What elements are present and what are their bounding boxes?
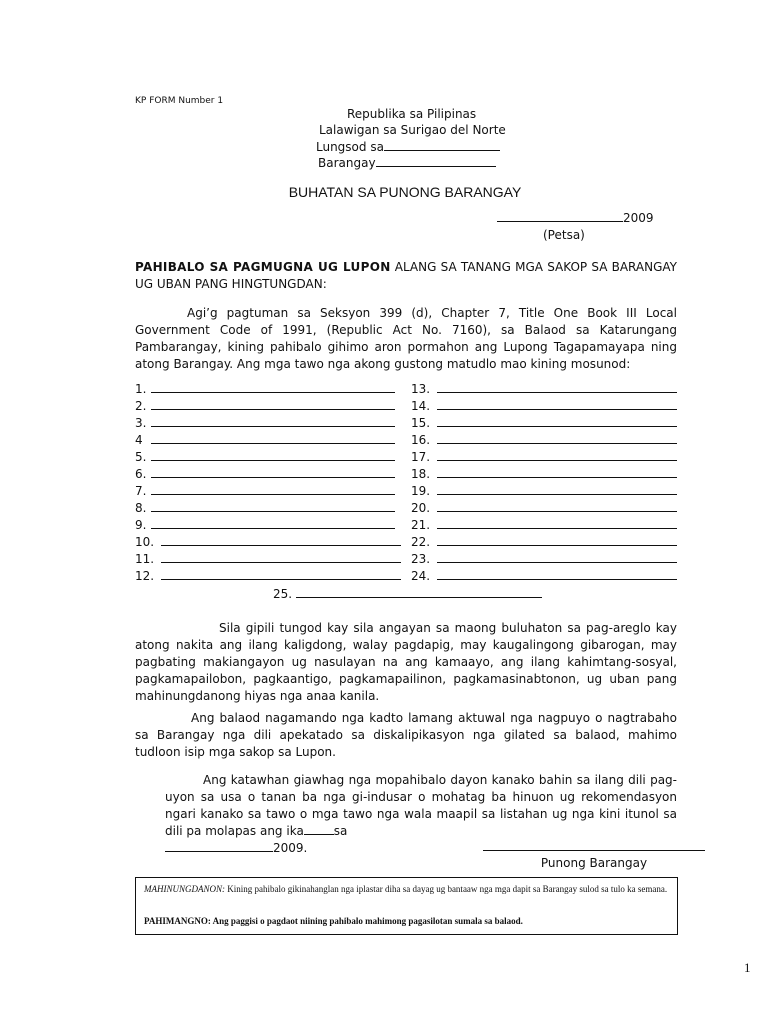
nominee-line[interactable] [437, 567, 677, 580]
nominee-line[interactable] [151, 465, 395, 478]
nominee-line[interactable] [437, 482, 677, 495]
nominee-row [135, 567, 401, 584]
nominee-row [411, 567, 677, 584]
nominee-line[interactable] [151, 516, 395, 529]
nominee-number: 11. [135, 552, 155, 566]
nominee-line[interactable] [151, 448, 395, 461]
nominee-row [411, 482, 677, 499]
nominee-number: 3. [135, 416, 147, 430]
intro-rest: ALANG SA TANANG MGA SAKOP SA BARANGAY UG UBAN PANG HINGTUNGDAN: [135, 260, 677, 291]
nominee-line[interactable] [437, 448, 677, 461]
paragraph-4-end: . [303, 841, 308, 855]
nominee-number: 7. [135, 484, 147, 498]
header-republic: Republika sa Pilipinas [347, 107, 477, 121]
paragraph-4-sa: sa [333, 824, 348, 838]
nominee-line[interactable] [151, 380, 395, 393]
nominee-line[interactable] [437, 431, 677, 444]
nominee-number: 23. [411, 552, 431, 566]
date-label: (Petsa) [543, 228, 585, 242]
header-city [316, 139, 500, 154]
city-blank[interactable] [384, 139, 500, 151]
nominee-number: 2. [135, 399, 147, 413]
nominee-number: 9. [135, 518, 147, 532]
page-number: 1 [744, 960, 751, 975]
nominee-number: 19. [411, 484, 431, 498]
nominee-row [411, 499, 677, 516]
signature-label: Punong Barangay [540, 856, 648, 870]
signature-line[interactable] [483, 850, 705, 851]
notice-warning-text: Ang paggisi o pagdaot niining pahibalo mahimong pagasilotan sumala sa balaod. [210, 916, 523, 926]
nominee-row [135, 465, 395, 482]
nominee-line[interactable] [151, 499, 395, 512]
notice-important-text: Kining pahibalo gikinahanglan nga iplastar diha sa dayag ug bantaaw nga mga dapit sa Barangay sulod sa tulo ka semana. [225, 884, 668, 894]
nominee-line[interactable] [437, 397, 677, 410]
nominee-row [135, 482, 395, 499]
nominee-row [135, 414, 395, 431]
header-province: Lalawigan sa Surigao del Norte [319, 123, 506, 137]
nominee-row-25 [273, 585, 542, 602]
nominee-row [411, 414, 677, 431]
nominee-row [135, 550, 401, 567]
nominee-line[interactable] [437, 499, 677, 512]
nominee-line[interactable] [437, 533, 677, 546]
nominee-number: 17. [411, 450, 431, 464]
nominee-number: 10. [135, 535, 155, 549]
nominee-line[interactable] [437, 414, 677, 427]
nominee-row [411, 380, 677, 397]
nominee-number: 13. [411, 382, 431, 396]
nominee-line[interactable] [151, 431, 395, 444]
nominee-row [135, 380, 395, 397]
nominee-row [411, 465, 677, 482]
nominee-row [411, 516, 677, 533]
intro-bold: PAHIBALO SA PAGMUGNA UG LUPON [135, 260, 391, 274]
notice-important [144, 883, 668, 896]
nominee-row [411, 397, 677, 414]
month-blank[interactable] [165, 840, 273, 852]
nominee-number: 18. [411, 467, 431, 481]
nominee-row [135, 499, 395, 516]
nominee-number: 1. [135, 382, 147, 396]
paragraph-4-main: Ang katawhan giawhag nga mopahibalo dayon kanako bahin sa ilang dili pag-uyon sa usa o tanan ba nga gi-indusar o mohatag ba hinuon ug rekomendasyon ngari kanako sa tawo o mga tawo nga wala maapil sa listahan ug nga kini itunol sa dili pa molapas ang ika [165, 773, 677, 838]
nominee-number: 15. [411, 416, 431, 430]
paragraph-4 [165, 772, 677, 857]
nominee-line[interactable] [151, 414, 395, 427]
header-barangay-label: Barangay [318, 156, 376, 170]
nominee-line[interactable] [161, 550, 401, 563]
nominee-number: 6. [135, 467, 147, 481]
nominee-line[interactable] [151, 482, 395, 495]
document-title: BUHATAN SA PUNONG BARANGAY [288, 184, 522, 200]
header-barangay [318, 155, 496, 170]
nominee-line[interactable] [161, 567, 401, 580]
date-year: 2009 [623, 211, 654, 225]
notice-box [135, 877, 678, 935]
notice-warning [144, 915, 668, 928]
date-blank[interactable] [497, 210, 623, 222]
nominee-number: 20. [411, 501, 431, 515]
nominee-row [411, 448, 677, 465]
notice-important-label: MAHINUNGDANON: [144, 884, 225, 894]
nominee-line[interactable] [151, 397, 395, 410]
nominee-row [411, 550, 677, 567]
nominee-row [135, 397, 395, 414]
nominee-number: 24. [411, 569, 431, 583]
nominee-number: 22. [411, 535, 431, 549]
paragraph-1: Agi’g pagtuman sa Seksyon 399 (d), Chapter 7, Title One Book III Local Government Code of 1991, (Republic Act No. 7160), sa Balaod sa Katarungang Pambarangay, kining pahibalo gihimo aron pormahon ang Lupong Tagapamayapa ning atong Barangay. Ang mga tawo nga akong gustong matudlo mao kining mosunod: [135, 306, 677, 371]
nominee-line[interactable] [437, 465, 677, 478]
nominee-line[interactable] [161, 533, 401, 546]
date-line [497, 210, 654, 225]
nominee-number: 14. [411, 399, 431, 413]
nominee-line[interactable] [437, 550, 677, 563]
paragraph-3: Ang balaod nagamando nga kadto lamang aktuwal nga nagpuyo o nagtrabaho sa Barangay nga dili apekatado sa diskalipikasyon nga gilated sa balaod, mahimo tudloon isip mga sakop sa Lupon. [135, 711, 677, 759]
nominee-number-25: 25. [273, 587, 293, 601]
paragraph-4-year: 2009 [273, 841, 304, 855]
barangay-blank[interactable] [376, 155, 496, 167]
nominee-row [411, 533, 677, 550]
nominee-line-25[interactable] [296, 585, 542, 598]
nominee-row [135, 431, 395, 448]
nominee-number: 12. [135, 569, 155, 583]
nominee-line[interactable] [437, 516, 677, 529]
notice-warning-label: PAHIMANGNO: [144, 916, 211, 926]
intro-heading [135, 259, 677, 293]
nominee-row [411, 431, 677, 448]
nominee-number: 16. [411, 433, 431, 447]
nominee-number: 8. [135, 501, 147, 515]
nominee-row [135, 448, 395, 465]
nominee-line[interactable] [437, 380, 677, 393]
form-number: KP FORM Number 1 [135, 96, 224, 106]
nominee-number: 5. [135, 450, 147, 464]
nominee-row [135, 516, 395, 533]
nominee-number: 4 [135, 433, 143, 447]
day-blank[interactable] [304, 823, 334, 835]
nominee-row [135, 533, 401, 550]
nominee-number: 21. [411, 518, 431, 532]
header-city-label: Lungsod sa [316, 140, 384, 154]
paragraph-2: Sila gipili tungod kay sila angayan sa maong buluhaton sa pag-areglo kay atong nakita ang ilang kaligdong, walay pagdapig, may kaugalingong gibarogan, may pagbating makiangayon ug nasulayan na ang kamaayo, ang ilang kahimtang-sosyal, pagkamapailobon, pagkaantigo, pagkamapailinon, pagkamasinabtonon, ug uban pang mahinungdanong hiyas nga anaa kanila. [135, 621, 677, 703]
